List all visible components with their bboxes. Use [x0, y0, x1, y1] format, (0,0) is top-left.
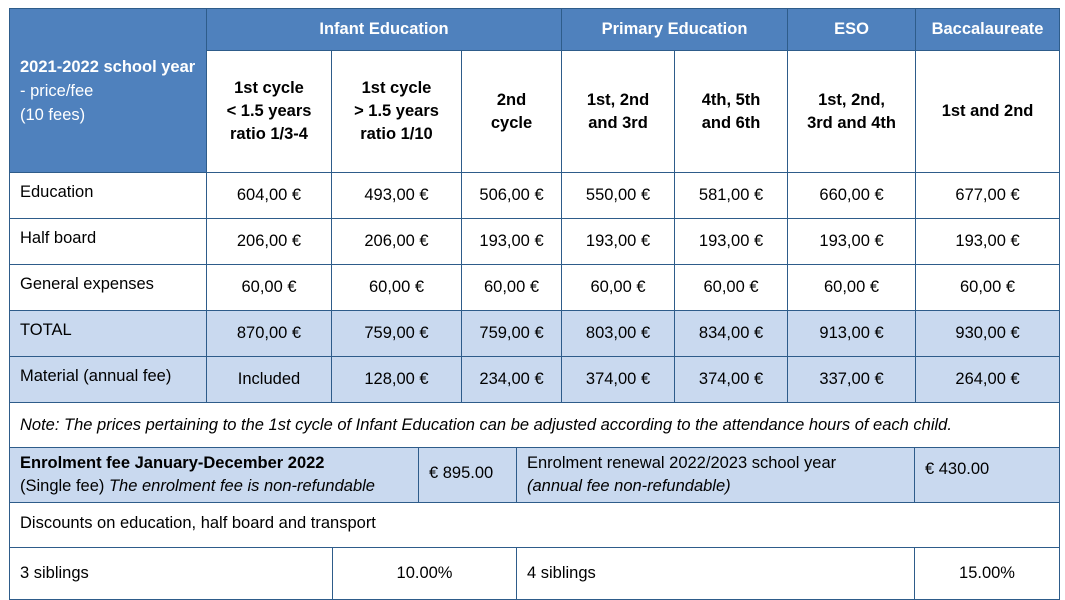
table-cell: 128,00 €: [332, 357, 462, 403]
table-cell: 60,00 €: [675, 265, 788, 311]
column-header: 1st cycle > 1.5 years ratio 1/10: [332, 51, 462, 173]
fees-count-label: (10 fees): [20, 105, 86, 124]
enrolment-fee-sub: (Single fee): [20, 477, 109, 495]
row-label-education: Education: [10, 173, 207, 219]
table-cell: 337,00 €: [788, 357, 916, 403]
table-cell: 581,00 €: [675, 173, 788, 219]
school-year-header: [10, 9, 207, 173]
discounts-title: Discounts on education, half board and transport: [10, 503, 1060, 548]
enrolment-fee-title: Enrolment fee January-December 2022: [20, 454, 325, 472]
three-siblings-label: 3 siblings: [10, 548, 333, 600]
table-cell: 660,00 €: [788, 173, 916, 219]
enrolment-fee-amount: € 895.00: [419, 448, 517, 503]
fee-table: [9, 8, 1060, 448]
enrolment-table: [9, 447, 1060, 600]
table-cell: 506,00 €: [462, 173, 562, 219]
group-eso: ESO: [788, 9, 916, 51]
table-cell: Included: [207, 357, 332, 403]
discounts-title-row: [10, 503, 1060, 548]
four-siblings-value: 15.00%: [915, 548, 1060, 600]
table-cell: 803,00 €: [562, 311, 675, 357]
column-header: 4th, 5th and 6th: [675, 51, 788, 173]
enrolment-renewal-sub: (annual fee non-refundable): [527, 477, 731, 495]
table-cell: 193,00 €: [562, 219, 675, 265]
table-cell: 264,00 €: [916, 357, 1060, 403]
attendance-note: Note: The prices pertaining to the 1st cycle of Infant Education can be adjusted according to the attendance hours of each child.: [10, 403, 1060, 448]
note-row: [10, 403, 1060, 448]
group-primary-education: Primary Education: [562, 9, 788, 51]
column-header: 1st, 2nd, 3rd and 4th: [788, 51, 916, 173]
table-cell: 870,00 €: [207, 311, 332, 357]
table-cell: 60,00 €: [462, 265, 562, 311]
table-cell: 930,00 €: [916, 311, 1060, 357]
price-fee-label: - price/fee: [20, 81, 94, 100]
table-row-total: [10, 311, 1060, 357]
table-cell: 550,00 €: [562, 173, 675, 219]
row-label-general-expenses: General expenses: [10, 265, 207, 311]
table-cell: 60,00 €: [788, 265, 916, 311]
table-cell: 759,00 €: [332, 311, 462, 357]
table-row: [10, 219, 1060, 265]
table-cell: 234,00 €: [462, 357, 562, 403]
row-label-total: TOTAL: [10, 311, 207, 357]
group-infant-education: Infant Education: [207, 9, 562, 51]
table-cell: 193,00 €: [788, 219, 916, 265]
group-baccalaureate: Baccalaureate: [916, 9, 1060, 51]
table-cell: 193,00 €: [462, 219, 562, 265]
table-cell: 677,00 €: [916, 173, 1060, 219]
enrolment-fee-label: [10, 448, 419, 503]
table-row-material: [10, 357, 1060, 403]
enrolment-fee-nonrefundable: The enrolment fee is non-refundable: [108, 477, 375, 495]
table-cell: 60,00 €: [332, 265, 462, 311]
enrolment-renewal-label: [517, 448, 915, 503]
table-row: [10, 265, 1060, 311]
table-cell: 206,00 €: [332, 219, 462, 265]
table-cell: 206,00 €: [207, 219, 332, 265]
column-header: 2nd cycle: [462, 51, 562, 173]
table-cell: 493,00 €: [332, 173, 462, 219]
table-cell: 834,00 €: [675, 311, 788, 357]
table-cell: 374,00 €: [562, 357, 675, 403]
table-cell: 60,00 €: [562, 265, 675, 311]
column-header: 1st, 2nd and 3rd: [562, 51, 675, 173]
fee-table-container: [9, 8, 1059, 600]
table-row: [10, 173, 1060, 219]
table-cell: 193,00 €: [675, 219, 788, 265]
table-cell: 759,00 €: [462, 311, 562, 357]
enrolment-renewal-amount: € 430.00: [915, 448, 1060, 503]
three-siblings-value: 10.00%: [333, 548, 517, 600]
siblings-row: [10, 548, 1060, 600]
table-cell: 60,00 €: [207, 265, 332, 311]
school-year-title: 2021-2022 school year: [20, 57, 196, 76]
column-header: 1st cycle < 1.5 years ratio 1/3-4: [207, 51, 332, 173]
enrolment-renewal-title: Enrolment renewal 2022/2023 school year: [527, 454, 837, 472]
row-label-material: Material (annual fee): [10, 357, 207, 403]
column-header: 1st and 2nd: [916, 51, 1060, 173]
table-cell: 913,00 €: [788, 311, 916, 357]
table-cell: 604,00 €: [207, 173, 332, 219]
four-siblings-label: 4 siblings: [517, 548, 915, 600]
group-header-row: [10, 9, 1060, 51]
table-cell: 60,00 €: [916, 265, 1060, 311]
row-label-half-board: Half board: [10, 219, 207, 265]
table-cell: 193,00 €: [916, 219, 1060, 265]
table-cell: 374,00 €: [675, 357, 788, 403]
enrolment-row: [10, 448, 1060, 503]
